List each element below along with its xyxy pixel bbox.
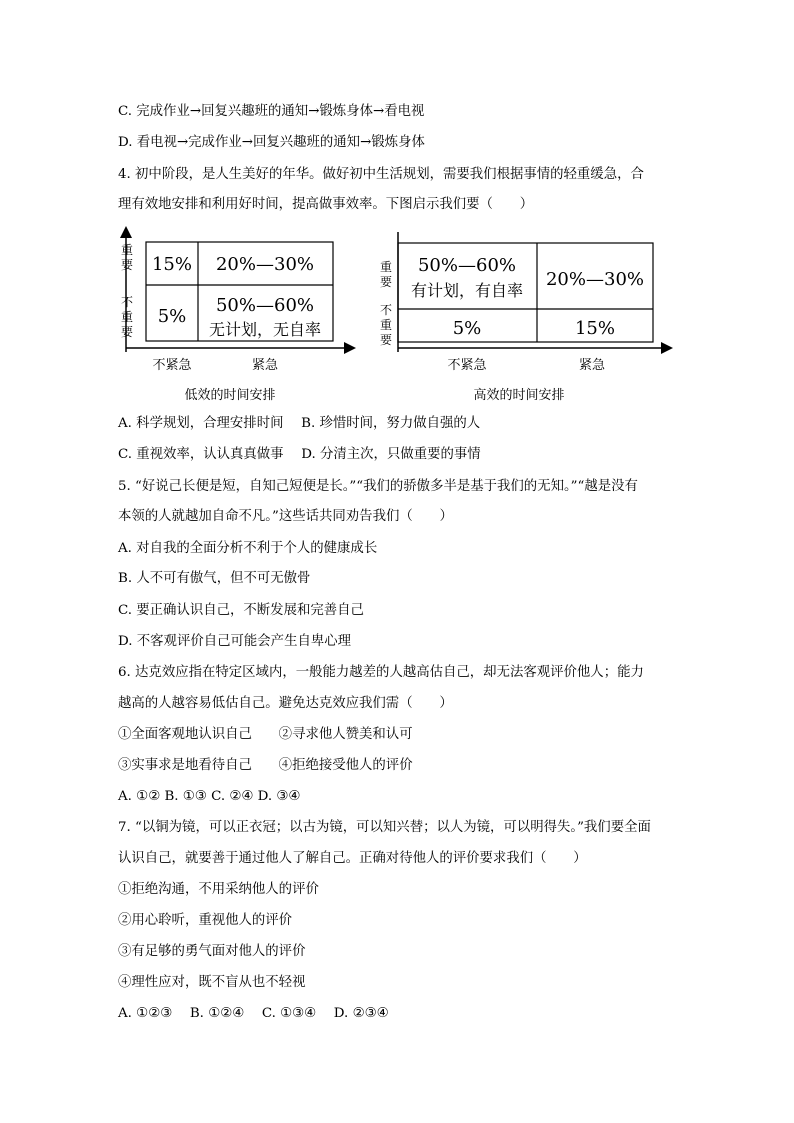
options-q7: A. ①②③ B. ①②④ C. ①③④ D. ②③④ xyxy=(118,1006,389,1021)
option-a-q5: A. 对自我的全面分析不利于个人的健康成长 xyxy=(118,541,378,556)
cell-tl-note: 有计划，有自率 xyxy=(410,281,524,300)
question-6-line-2: 越高的人越容易低估自己。避免达克效应我们需（ ） xyxy=(118,696,453,711)
y-label-not-important: 不重要 xyxy=(380,303,393,347)
option-c-q3: C. 完成作业→回复兴趣班的通知→锻炼身体→看电视 xyxy=(118,104,425,119)
x-label-not-urgent: 不紧急 xyxy=(152,358,192,373)
statement-12-q6: ①全面客观地认识自己 ②寻求他人赞美和认可 xyxy=(118,727,413,742)
y-label-not-important: 不重要 xyxy=(121,295,134,339)
cell-bl: 5% xyxy=(452,318,482,339)
cell-tr: 20%—30% xyxy=(545,269,645,290)
figure-caption-left: 低效的时间安排 xyxy=(184,388,276,403)
efficient-schedule-figure xyxy=(374,224,674,409)
x-label-not-urgent: 不紧急 xyxy=(447,358,487,373)
statement-4-q7: ④理性应对，既不盲从也不轻视 xyxy=(118,975,306,990)
question-5-line-2: 本领的人就越加自命不凡。”这些话共同劝告我们（ ） xyxy=(118,509,453,524)
question-7-line-2: 认识自己，就要善于通过他人了解自己。正确对待他人的评价要求我们（ ） xyxy=(118,851,587,866)
cell-bl: 5% xyxy=(157,306,187,327)
x-label-urgent: 紧急 xyxy=(251,358,279,373)
option-d-q3: D. 看电视→完成作业→回复兴趣班的通知→锻炼身体 xyxy=(118,135,425,150)
x-label-urgent: 紧急 xyxy=(578,358,606,373)
options-q6: A. ①② B. ①③ C. ②④ D. ③④ xyxy=(118,789,301,804)
statement-34-q6: ③实事求是地看待自己 ④拒绝接受他人的评价 xyxy=(118,758,413,773)
statement-2-q7: ②用心聆听，重视他人的评价 xyxy=(118,913,293,928)
question-6-line-1: 6. 达克效应指在特定区域内，一般能力越差的人越高估自己，却无法客观评价他人；能力 xyxy=(118,665,644,680)
inefficient-schedule-figure xyxy=(118,224,363,409)
option-d-q5: D. 不客观评价自己可能会产生自卑心理 xyxy=(118,634,352,649)
option-c-q5: C. 要正确认识自己，不断发展和完善自己 xyxy=(118,603,364,618)
question-5-line-1: 5. “好说己长便是短，自知己短便是长。”“我们的骄傲多半是基于我们的无知。”“越是没有 xyxy=(118,479,638,494)
y-label-important: 重要 xyxy=(121,243,134,272)
question-7-line-1: 7. “以铜为镜，可以正衣冠；以古为镜，可以知兴替；以人为镜，可以明得失。”我们要全面 xyxy=(118,820,651,835)
cell-tl-value: 50%—60% xyxy=(417,255,517,276)
cell-tr: 20%—30% xyxy=(215,254,315,275)
question-4-line-2: 理有效地安排和利用好时间，提高做事效率。下图启示我们要（ ） xyxy=(118,197,534,212)
y-label-important: 重要 xyxy=(380,260,393,289)
figure-caption-right: 高效的时间安排 xyxy=(473,388,565,403)
option-b-q5: B. 人不可有傲气，但不可无傲骨 xyxy=(118,571,311,586)
statement-1-q7: ①拒绝沟通，不用采纳他人的评价 xyxy=(118,882,319,897)
cell-tl: 15% xyxy=(151,254,193,275)
option-cd-q4: C. 重视效率，认认真真做事 D. 分清主次，只做重要的事情 xyxy=(118,447,481,462)
option-ab-q4: A. 科学规划，合理安排时间 B. 珍惜时间，努力做自强的人 xyxy=(118,416,481,431)
cell-br-note: 无计划，无自率 xyxy=(208,320,322,339)
cell-br: 15% xyxy=(574,318,616,339)
question-4-line-1: 4. 初中阶段，是人生美好的年华。做好初中生活规划，需要我们根据事情的轻重缓急，合 xyxy=(118,167,644,182)
cell-br-value: 50%—60% xyxy=(215,295,315,316)
statement-3-q7: ③有足够的勇气面对他人的评价 xyxy=(118,944,306,959)
